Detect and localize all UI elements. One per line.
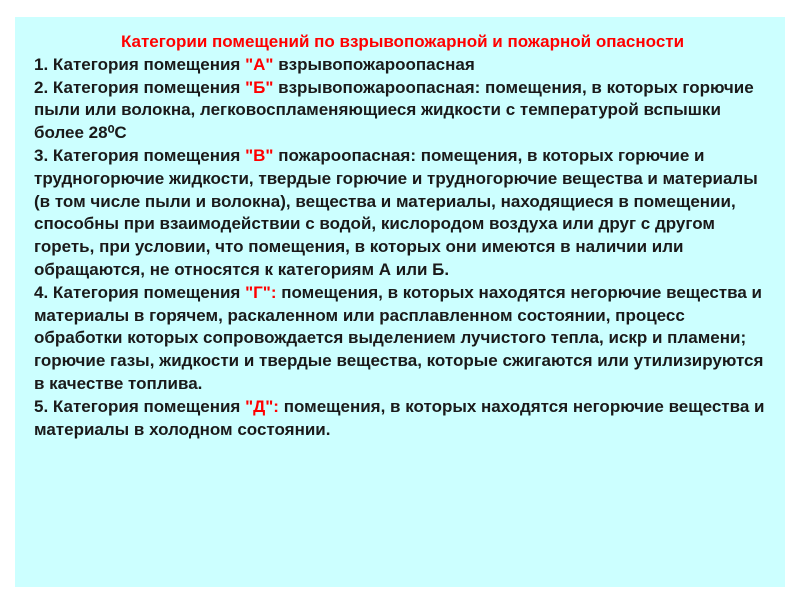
slide-title: Категории помещений по взрывопожарной и пожарной опасности [120,32,685,51]
category-item-v [34,145,771,282]
item-number: 4. [34,282,49,302]
item-prefix: Категория помещения [52,145,246,165]
category-label: "Г": [245,282,277,302]
item-prefix: Категория помещения [52,396,246,416]
category-item-g [34,282,771,396]
category-label: "А" [245,54,274,74]
item-text: помещения, в которых находятся негорючие вещества и материалы в горячем, раскаленном или расплавленном состоянии, процесс обработки которых сопровождается выделением лучистого тепла, искр и пламени; горючие газы, жидкости и твердые вещества, которые сжигаются или утилизируются в качестве топлива. [34,282,764,393]
item-text: взрывопожароопасная [273,54,475,74]
category-item-d [34,396,771,442]
item-prefix: Категория помещения [52,77,246,97]
slide [15,17,785,587]
category-label: "В" [245,145,274,165]
item-text: помещения, в которых находятся негорючие вещества и материалы в холодном состоянии. [34,396,765,439]
category-item-b [34,77,771,145]
category-item-a [34,54,771,77]
category-label: "Д": [245,396,279,416]
item-number: 1. [34,54,49,74]
item-prefix: Категория помещения [52,282,246,302]
item-text: взрывопожароопасная: помещения, в которых горючие пыли или волокна, легковоспламеняющиеся жидкости с температурой вспышки более 28⁰С [34,77,754,143]
item-number: 2. [34,77,49,97]
item-prefix: Категория помещения [52,54,246,74]
category-label: "Б" [245,77,274,97]
item-number: 3. [34,145,49,165]
item-number: 5. [34,396,49,416]
item-text: пожароопасная: помещения, в которых горючие и трудногорючие жидкости, твердые горючие и трудногорючие вещества и материалы (в том числе пыли и волокна), вещества и материалы, находящиеся в помещении, способны при взаимодействии с водой, кислородом воздуха или друг с другом гореть, при условии, что помещения, в которых они имеются в наличии или обращаются, не относятся к категориям А или Б. [34,145,758,279]
